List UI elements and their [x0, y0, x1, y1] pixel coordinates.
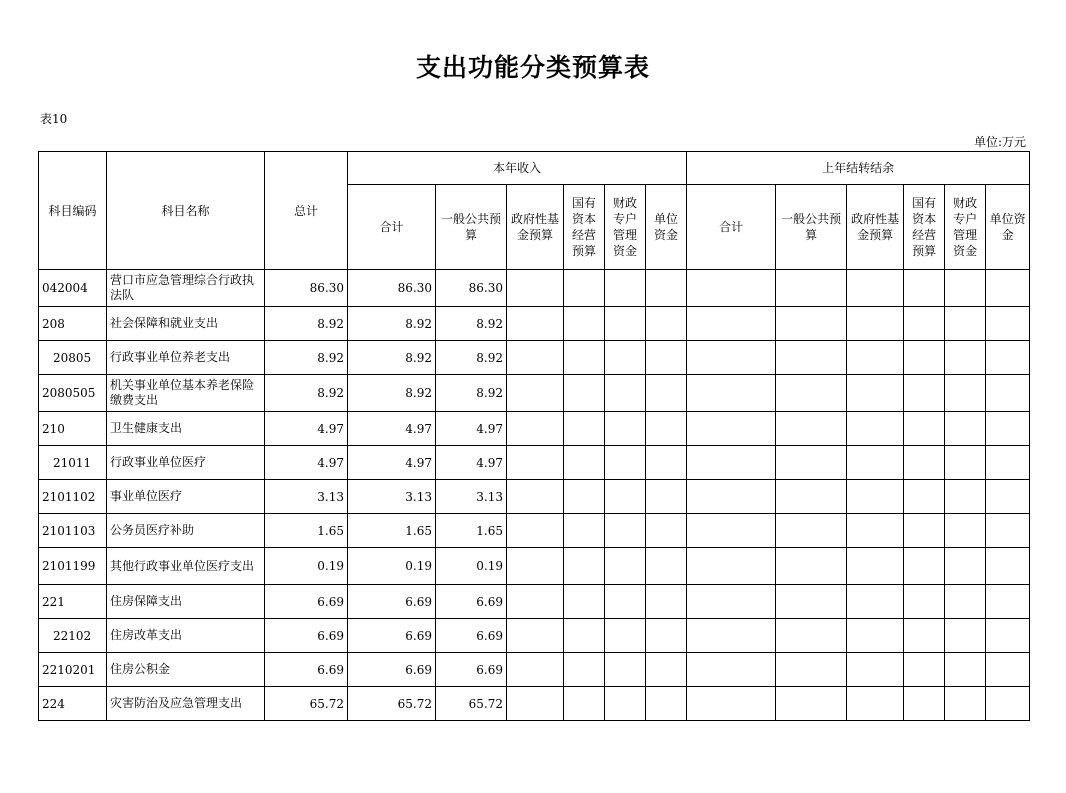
empty-cell: [847, 653, 904, 687]
row-code: 2210201: [39, 653, 107, 687]
header-co-gov-fund: 政府性基金预算: [847, 185, 904, 270]
empty-cell: [847, 548, 904, 585]
empty-cell: [945, 307, 986, 341]
empty-cell: [564, 619, 605, 653]
empty-cell: [564, 548, 605, 585]
row-total: 3.13: [265, 480, 348, 514]
row-name: 灾害防治及应急管理支出: [107, 687, 265, 721]
empty-cell: [904, 307, 945, 341]
table-row: [39, 514, 1030, 548]
row-code: 21011: [39, 446, 107, 480]
row-general: 86.30: [436, 270, 507, 307]
empty-cell: [945, 412, 986, 446]
empty-cell: [646, 585, 687, 619]
row-subtotal: 8.92: [348, 341, 436, 375]
empty-cell: [564, 341, 605, 375]
empty-cell: [687, 375, 776, 412]
empty-cell: [904, 687, 945, 721]
empty-cell: [646, 653, 687, 687]
empty-cell: [507, 548, 564, 585]
row-code: 208: [39, 307, 107, 341]
empty-cell: [605, 687, 646, 721]
table-row: [39, 270, 1030, 307]
empty-cell: [507, 585, 564, 619]
table-row: [39, 375, 1030, 412]
empty-cell: [847, 307, 904, 341]
empty-cell: [605, 585, 646, 619]
empty-cell: [687, 585, 776, 619]
empty-cell: [904, 548, 945, 585]
empty-cell: [776, 446, 847, 480]
empty-cell: [986, 480, 1030, 514]
header-current-year: 本年收入: [348, 152, 687, 185]
empty-cell: [507, 270, 564, 307]
row-code: 210: [39, 412, 107, 446]
row-general: 1.65: [436, 514, 507, 548]
empty-cell: [986, 619, 1030, 653]
empty-cell: [986, 446, 1030, 480]
empty-cell: [646, 548, 687, 585]
row-total: 4.97: [265, 446, 348, 480]
empty-cell: [564, 480, 605, 514]
header-cy-gov-fund: 政府性基金预算: [507, 185, 564, 270]
empty-cell: [507, 687, 564, 721]
empty-cell: [776, 341, 847, 375]
empty-cell: [986, 548, 1030, 585]
empty-cell: [687, 412, 776, 446]
empty-cell: [605, 653, 646, 687]
empty-cell: [646, 619, 687, 653]
empty-cell: [904, 514, 945, 548]
header-co-general-public: 一般公共预算: [776, 185, 847, 270]
row-name: 行政事业单位养老支出: [107, 341, 265, 375]
empty-cell: [776, 270, 847, 307]
table-body: [39, 270, 1030, 721]
header-co-subtotal: 合计: [687, 185, 776, 270]
table-row: [39, 307, 1030, 341]
header-cy-subtotal: 合计: [348, 185, 436, 270]
row-name: 行政事业单位医疗: [107, 446, 265, 480]
table-row: [39, 653, 1030, 687]
empty-cell: [605, 307, 646, 341]
row-name: 社会保障和就业支出: [107, 307, 265, 341]
empty-cell: [776, 412, 847, 446]
empty-cell: [605, 480, 646, 514]
empty-cell: [776, 480, 847, 514]
empty-cell: [945, 548, 986, 585]
empty-cell: [507, 514, 564, 548]
empty-cell: [507, 619, 564, 653]
row-code: 22102: [39, 619, 107, 653]
row-total: 8.92: [265, 341, 348, 375]
empty-cell: [646, 412, 687, 446]
empty-cell: [986, 585, 1030, 619]
empty-cell: [564, 687, 605, 721]
empty-cell: [646, 480, 687, 514]
empty-cell: [605, 341, 646, 375]
empty-cell: [776, 548, 847, 585]
empty-cell: [904, 480, 945, 514]
empty-cell: [776, 585, 847, 619]
empty-cell: [605, 375, 646, 412]
empty-cell: [847, 446, 904, 480]
empty-cell: [986, 307, 1030, 341]
header-co-fiscal-special: 财政专户管理资金: [945, 185, 986, 270]
empty-cell: [564, 307, 605, 341]
empty-cell: [904, 375, 945, 412]
empty-cell: [507, 375, 564, 412]
row-subtotal: 6.69: [348, 653, 436, 687]
empty-cell: [904, 412, 945, 446]
table-row: [39, 619, 1030, 653]
row-total: 8.92: [265, 307, 348, 341]
row-name: 住房改革支出: [107, 619, 265, 653]
empty-cell: [904, 446, 945, 480]
empty-cell: [986, 687, 1030, 721]
empty-cell: [687, 687, 776, 721]
row-name: 机关事业单位基本养老保险缴费支出: [107, 375, 265, 412]
row-subtotal: 6.69: [348, 585, 436, 619]
row-total: 6.69: [265, 585, 348, 619]
empty-cell: [776, 619, 847, 653]
empty-cell: [687, 653, 776, 687]
empty-cell: [945, 480, 986, 514]
row-general: 4.97: [436, 446, 507, 480]
row-name: 住房公积金: [107, 653, 265, 687]
row-total: 86.30: [265, 270, 348, 307]
table-row: [39, 548, 1030, 585]
table-row: [39, 412, 1030, 446]
header-carryover: 上年结转结余: [687, 152, 1030, 185]
empty-cell: [687, 514, 776, 548]
empty-cell: [904, 619, 945, 653]
empty-cell: [646, 446, 687, 480]
row-subtotal: 6.69: [348, 619, 436, 653]
empty-cell: [847, 585, 904, 619]
empty-cell: [945, 687, 986, 721]
empty-cell: [847, 480, 904, 514]
row-subtotal: 4.97: [348, 412, 436, 446]
row-name: 事业单位医疗: [107, 480, 265, 514]
empty-cell: [646, 687, 687, 721]
row-subtotal: 8.92: [348, 375, 436, 412]
unit-label: 单位:万元: [973, 135, 1026, 149]
empty-cell: [564, 514, 605, 548]
empty-cell: [986, 341, 1030, 375]
row-general: 8.92: [436, 341, 507, 375]
header-co-unit-fund: 单位资金: [986, 185, 1030, 270]
empty-cell: [847, 375, 904, 412]
empty-cell: [605, 270, 646, 307]
row-code: 2101199: [39, 548, 107, 585]
table-row: [39, 687, 1030, 721]
empty-cell: [945, 514, 986, 548]
row-code: 20805: [39, 341, 107, 375]
row-code: 042004: [39, 270, 107, 307]
budget-table: [38, 151, 1030, 721]
empty-cell: [687, 446, 776, 480]
empty-cell: [847, 412, 904, 446]
empty-cell: [945, 619, 986, 653]
empty-cell: [776, 514, 847, 548]
empty-cell: [687, 307, 776, 341]
empty-cell: [687, 548, 776, 585]
header-cy-fiscal-special: 财政专户管理资金: [605, 185, 646, 270]
empty-cell: [605, 514, 646, 548]
header-cy-unit-fund: 单位资金: [646, 185, 687, 270]
row-total: 6.69: [265, 653, 348, 687]
row-code: 2101103: [39, 514, 107, 548]
empty-cell: [564, 270, 605, 307]
empty-cell: [646, 514, 687, 548]
empty-cell: [564, 412, 605, 446]
page-title: 支出功能分类预算表: [415, 53, 650, 82]
row-name: 其他行政事业单位医疗支出: [107, 548, 265, 585]
empty-cell: [564, 585, 605, 619]
row-name: 公务员医疗补助: [107, 514, 265, 548]
row-subtotal: 8.92: [348, 307, 436, 341]
empty-cell: [605, 412, 646, 446]
empty-cell: [986, 375, 1030, 412]
empty-cell: [687, 619, 776, 653]
row-subtotal: 65.72: [348, 687, 436, 721]
empty-cell: [564, 375, 605, 412]
empty-cell: [847, 687, 904, 721]
empty-cell: [847, 619, 904, 653]
header-cy-state-capital: 国有资本经营预算: [564, 185, 605, 270]
empty-cell: [904, 653, 945, 687]
row-total: 4.97: [265, 412, 348, 446]
row-general: 8.92: [436, 307, 507, 341]
row-general: 4.97: [436, 412, 507, 446]
empty-cell: [776, 687, 847, 721]
empty-cell: [776, 307, 847, 341]
row-subtotal: 1.65: [348, 514, 436, 548]
table-row: [39, 446, 1030, 480]
row-total: 0.19: [265, 548, 348, 585]
row-subtotal: 3.13: [348, 480, 436, 514]
empty-cell: [847, 514, 904, 548]
row-total: 6.69: [265, 619, 348, 653]
row-code: 221: [39, 585, 107, 619]
header-name: 科目名称: [107, 152, 265, 270]
empty-cell: [564, 653, 605, 687]
empty-cell: [986, 514, 1030, 548]
empty-cell: [945, 585, 986, 619]
row-code: 224: [39, 687, 107, 721]
row-general: 6.69: [436, 653, 507, 687]
table-row: [39, 585, 1030, 619]
empty-cell: [776, 653, 847, 687]
row-code: 2101102: [39, 480, 107, 514]
empty-cell: [564, 446, 605, 480]
table-number: 表10: [40, 112, 68, 126]
empty-cell: [904, 585, 945, 619]
empty-cell: [847, 341, 904, 375]
empty-cell: [904, 341, 945, 375]
empty-cell: [945, 270, 986, 307]
row-general: 3.13: [436, 480, 507, 514]
empty-cell: [945, 341, 986, 375]
row-total: 8.92: [265, 375, 348, 412]
header-co-state-capital: 国有资本经营预算: [904, 185, 945, 270]
empty-cell: [507, 480, 564, 514]
empty-cell: [507, 653, 564, 687]
empty-cell: [646, 375, 687, 412]
empty-cell: [776, 375, 847, 412]
empty-cell: [945, 653, 986, 687]
empty-cell: [507, 446, 564, 480]
row-general: 6.69: [436, 585, 507, 619]
row-subtotal: 4.97: [348, 446, 436, 480]
empty-cell: [507, 341, 564, 375]
empty-cell: [687, 341, 776, 375]
row-name: 营口市应急管理综合行政执法队: [107, 270, 265, 307]
row-general: 65.72: [436, 687, 507, 721]
empty-cell: [507, 412, 564, 446]
empty-cell: [904, 270, 945, 307]
row-code: 2080505: [39, 375, 107, 412]
empty-cell: [605, 548, 646, 585]
empty-cell: [507, 307, 564, 341]
row-name: 住房保障支出: [107, 585, 265, 619]
empty-cell: [986, 412, 1030, 446]
empty-cell: [646, 307, 687, 341]
empty-cell: [605, 619, 646, 653]
row-subtotal: 86.30: [348, 270, 436, 307]
row-general: 0.19: [436, 548, 507, 585]
header-cy-general-public: 一般公共预算: [436, 185, 507, 270]
row-total: 1.65: [265, 514, 348, 548]
empty-cell: [945, 375, 986, 412]
empty-cell: [687, 480, 776, 514]
table-row: [39, 341, 1030, 375]
header-total: 总计: [265, 152, 348, 270]
empty-cell: [646, 341, 687, 375]
row-total: 65.72: [265, 687, 348, 721]
row-subtotal: 0.19: [348, 548, 436, 585]
empty-cell: [605, 446, 646, 480]
row-general: 8.92: [436, 375, 507, 412]
row-general: 6.69: [436, 619, 507, 653]
empty-cell: [687, 270, 776, 307]
empty-cell: [847, 270, 904, 307]
row-name: 卫生健康支出: [107, 412, 265, 446]
empty-cell: [986, 653, 1030, 687]
empty-cell: [986, 270, 1030, 307]
header-code: 科目编码: [39, 152, 107, 270]
table-header: [39, 152, 1030, 270]
empty-cell: [945, 446, 986, 480]
empty-cell: [646, 270, 687, 307]
table-row: [39, 480, 1030, 514]
